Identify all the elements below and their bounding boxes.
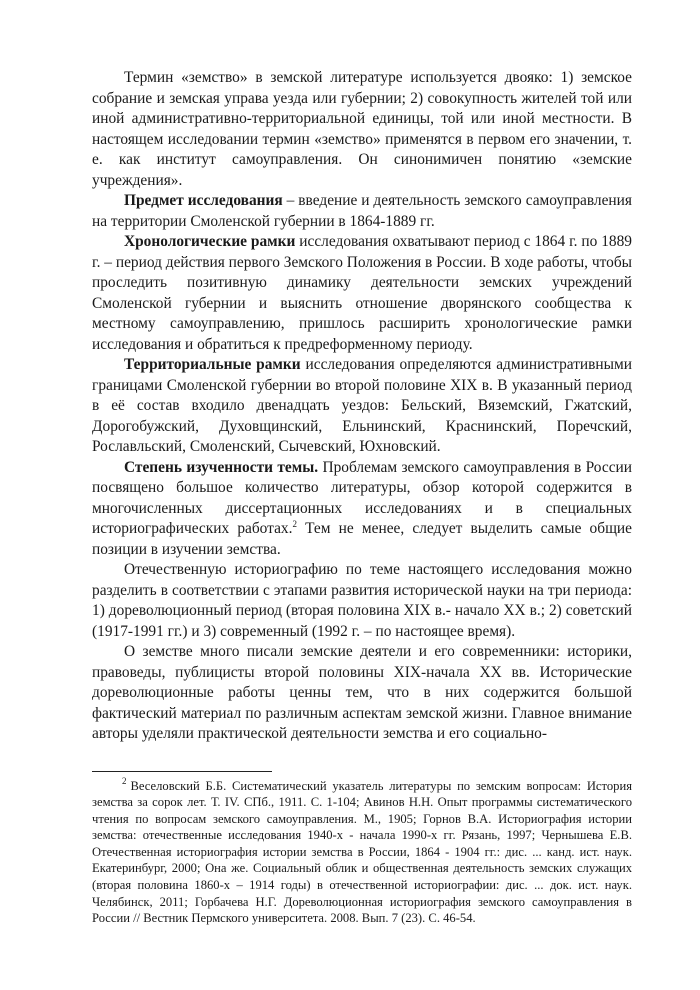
paragraph-lead: Степень изученности темы. xyxy=(124,458,319,476)
paragraph-contemporaries xyxy=(92,642,632,745)
footnote-mark: 2 xyxy=(122,776,127,787)
paragraph-text: О земстве много писали земские деятели и его современники: историки, правоведы, публицисты второй половины XIX-начала XX вв. Исторические дореволюционные работы ценны тем, что в них содержится большой фактический материал по различным аспектам земской жизни. Главное внимание авторы уделяли практической деятельности земства и его социально- xyxy=(92,643,632,742)
paragraph-text: исследования охватывают период с 1864 г. по 1889 г. – период действия первого Земского Положения в России. В ходе работы, чтобы проследить позитивную динамику деятельности земских учреждений Смоленской губернии и выяснить отношение дворянского сообщества к местному самоуправлению, пришлось расширить хронологические рамки исследования и обратиться к предреформенному периоду. xyxy=(92,233,633,353)
paragraph-territory xyxy=(92,355,632,458)
paragraph-subject xyxy=(92,191,632,232)
paragraph-term-definition xyxy=(92,68,632,191)
paragraph-historiography-periods xyxy=(92,560,632,642)
footnote-reference[interactable]: 2 xyxy=(292,518,297,529)
paragraph-lead: Предмет исследования xyxy=(124,192,283,209)
paragraph-text: Термин «земство» в земской литературе используется двояко: 1) земское собрание и земская управа уезда или губернии; 2) совокупность жителей той или иной административно-территориальной единицы, той или иной местности. В настоящем исследовании термин «земство» применятся в первом его значении, т. е. как институт самоуправления. Он синонимичен понятию «земские учреждения». xyxy=(92,69,632,189)
paragraph-text: Проблемам земского самоуправления в России посвящено большое количество литературы, обзор которой содержится в многочисленных диссертационных исследованиях и в специальных историографических работах. xyxy=(92,458,632,537)
paragraph-text-continued: Тем не менее, следует выделить самые общие позиции в изучении земства. xyxy=(92,520,632,558)
footnote-text: Веселовский Б.Б. Систематический указатель литературы по земским вопросам: История земства за сорок лет. Т. IV. СПб., 1911. С. 1-104; Авинов Н.Н. Опыт программы систематического чтения по вопросам земского самоуправления. М., 1905; Горнов В.А. Историография истории земства: отечественные исследования 1940-х - начала 1990-х гг. Рязань, 1997; Чернышева Е.В. Отечественная историография истории земства в России, 1864 - 1904 гг.: дис. ... канд. ист. наук. Екатеринбург, 2000; Она же. Социальный облик и общественная деятельность земских служащих (вторая половина 1860-х – 1914 годы) в отечественной историографии: дис. ... док. ист. наук. Челябинск, 2011; Горбачева Н.Г. Дореволюционная историография земского самоуправления в России // Вестник Пермского университета. 2008. Вып. 7 (23). С. 46-54. xyxy=(92,778,632,926)
paragraph-lead: Территориальные рамки xyxy=(124,356,301,373)
main-text xyxy=(92,68,632,745)
footnote-separator xyxy=(92,771,272,772)
paragraph-text: Отечественную историографию по теме настоящего исследования можно разделить в соответствии с этапами развития исторической науки на три периода: 1) дореволюционный период (вторая половина XIX в.- начало XX в.; 2) советский (1917-1991 гг.) и 3) современный (1992 г. – по настоящее время). xyxy=(92,561,632,640)
paragraph-lead: Хронологические рамки xyxy=(124,233,296,250)
paragraph-text: – введение и деятельность земского самоуправления на территории Смоленской губернии в 1864-1889 гг. xyxy=(92,192,632,230)
paragraph-degree-of-study xyxy=(92,458,632,561)
footnote xyxy=(92,778,632,927)
paragraph-text: исследования определяются административными границами Смоленской губернии во второй половине XIX в. В указанный период в её состав входило двенадцать уездов: Бельский, Вяземский, Гжатский, Дорогобужский, Духовщинский, Ельнинский, Краснинский, Поречский, Рославльский, Смоленский, Сычевский, Юхновский. xyxy=(92,356,632,455)
paragraph-chronology xyxy=(92,232,632,355)
